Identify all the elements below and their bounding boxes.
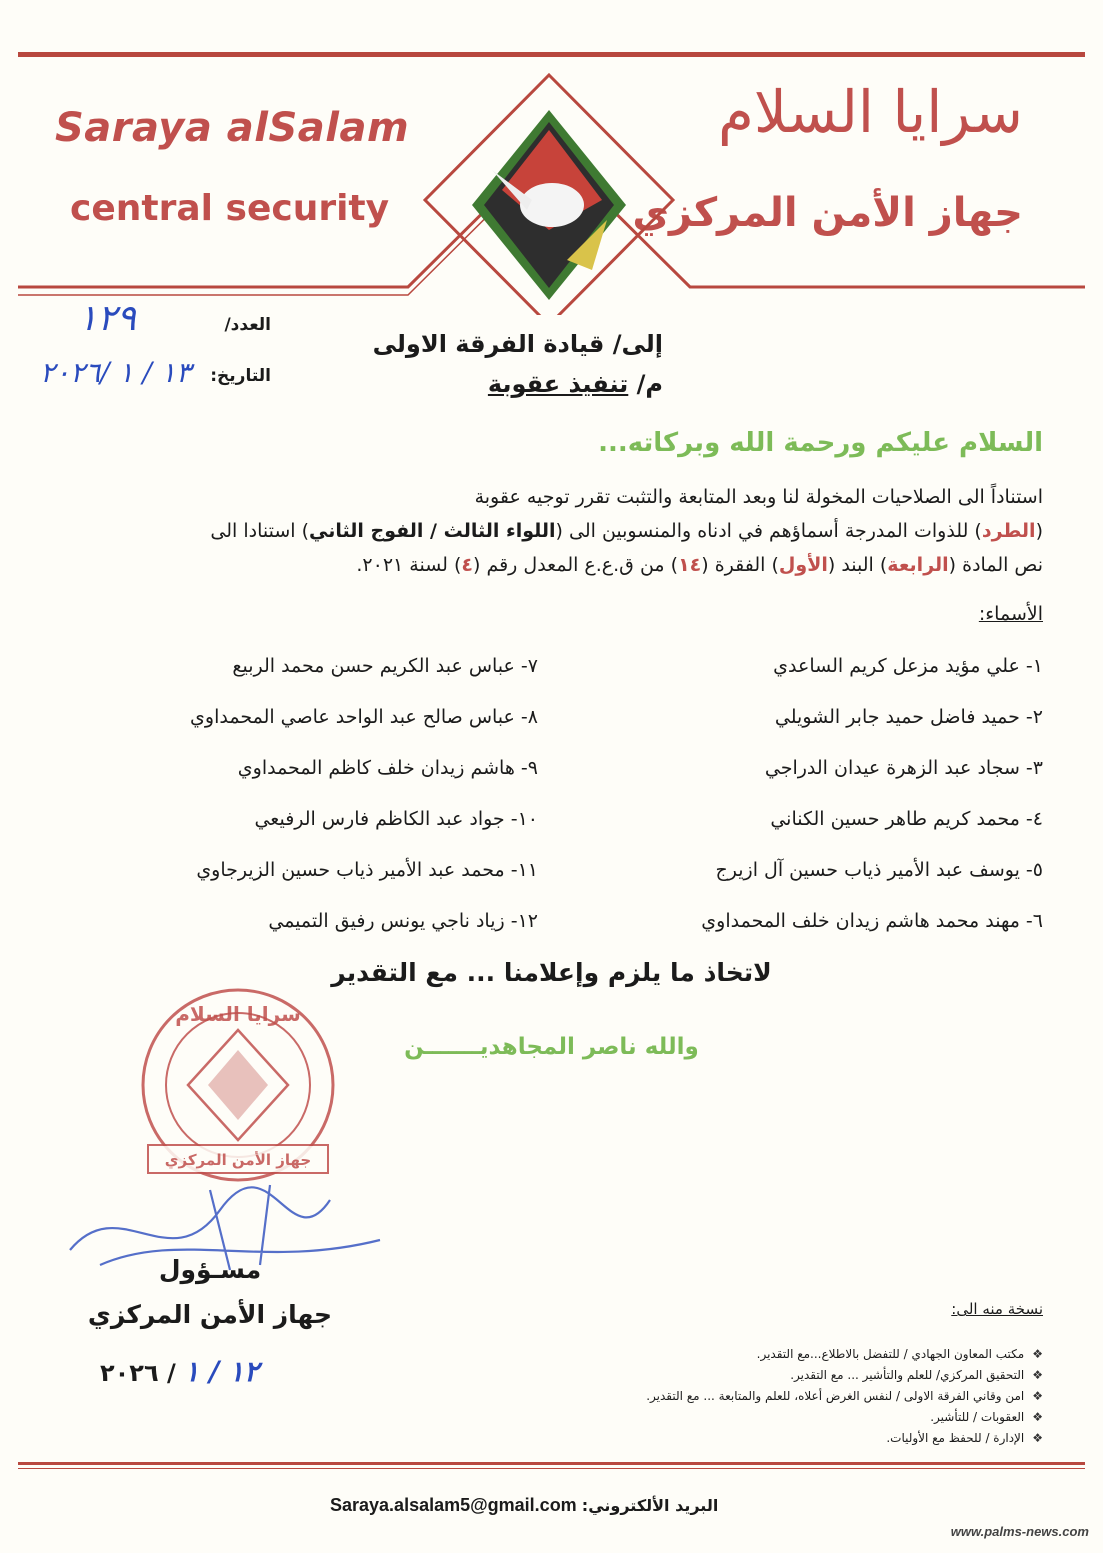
subject-line: م/ تنفيذ عقوبة [487,370,663,398]
date-label: التاريخ: [210,366,271,386]
number-handwritten: ١٢٩ [78,298,137,339]
header-arabic-title: سرايا السلام [717,78,1023,146]
name-item: ٣- سجاد عبد الزهرة عيدان الدراجي [764,757,1043,779]
header-english-title: Saraya alSalam [55,105,410,151]
logo-emblem [472,110,626,300]
greeting: السلام عليكم ورحمة الله وبركاته... [598,428,1043,458]
signatory-org: جهاز الأمن المركزي [87,1300,333,1329]
name-item: ١١- محمد عبد الأمير ذياب حسين الزيرجاوي [196,859,538,881]
footer-rule-thin [18,1468,1085,1469]
unit-name: اللواء الثالث / الفوج الثاني [309,520,556,542]
cc-item: ❖مكتب المعاون الجهادي / للتفضل بالاطلاع...مع التقدير. [756,1347,1043,1361]
email-address[interactable]: Saraya.alsalam5@gmail.com [330,1495,577,1515]
cc-item: ❖الإدارة / للحفظ مع الأوليات. [886,1431,1043,1445]
name-item: ٩- هاشم زيدان خلف كاظم المحمداوي [237,757,538,779]
subject-text: تنفيذ عقوبة [487,370,629,398]
name-item: ١٢- زياد ناجي يونس رفيق التميمي [268,910,538,932]
number-label: العدد/ [224,315,271,335]
header-english-subtitle: central security [70,188,390,229]
name-item: ٤- محمد كريم طاهر حسين الكناني [770,808,1043,830]
names-header: الأسماء: [978,603,1043,625]
signatory-title: مسـؤول [158,1255,262,1284]
source-watermark: www.palms-news.com [950,1524,1089,1539]
cc-item: ❖العقوبات / للتأشير. [930,1410,1043,1424]
date-value: ١٣ / ١ /٢٠٢٦ [40,356,191,389]
name-item: ١٠- جواد عبد الكاظم فارس الرفيعي [254,808,538,830]
signatory-date: ١٢ / ١ / ٢٠٢٦ [100,1355,259,1388]
cc-item: ❖امن وقاني الفرقة الاولى / لنفس الغرض أعلاه، للعلم والمتابعة ... مع التقدير. [646,1389,1043,1403]
footer-rule [18,1462,1085,1465]
addressee: إلى/ قيادة الفرقة الاولى [372,330,663,358]
name-item: ٧- عباس عبد الكريم حسن محمد الربيع [232,655,538,677]
closing-line: لاتخاذ ما يلزم وإعلامنا ... مع التقدير [331,958,772,987]
name-item: ٨- عباس صالح عبد الواحد عاصي المحمداوي [190,706,538,728]
cc-item: ❖التحقيق المركزي/ للعلم والتأشير ... مع التقدير. [790,1368,1043,1382]
official-stamp [128,985,348,1195]
svg-text:جهاز الأمن المركزي: جهاز الأمن المركزي [164,1151,312,1169]
cc-header: نسخة منه الى: [951,1300,1043,1318]
name-item: ٦- مهند محمد هاشم زيدان خلف المحمداوي [701,910,1043,932]
email-label: البريد الألكتروني: [581,1496,719,1515]
name-item: ٥- يوسف عبد الأمير ذياب حسين آل ازيرج [715,859,1043,881]
name-item: ٢- حميد فاضل حميد جابر الشويلي [774,706,1043,728]
prayer-line: والله ناصر المجاهديـــــــن [404,1034,699,1060]
footer-contact [330,1495,718,1516]
penalty-type: الطرد [981,520,1036,542]
header-arabic-subtitle: جهاز الأمن المركزي [632,190,1023,236]
body-paragraph: استناداً الى الصلاحيات المخولة لنا وبعد المتابعة والتثبت تقرر توجيه عقوبة (الطرد) للذوات المدرجة أسماؤهم في ادناه والمنسوبين الى (اللواء الثالث / الفوج الثاني) استنادا الى نص المادة (الرابعة) البند (الأول) الفقرة (١٤) من ق.ع.ع المعدل رقم (٤) لسنة ٢٠٢١. [210,486,1043,576]
name-item: ١- علي مؤيد مزعل كريم الساعدي [773,655,1043,677]
svg-text:سرايا السلام: سرايا السلام [175,1002,301,1026]
